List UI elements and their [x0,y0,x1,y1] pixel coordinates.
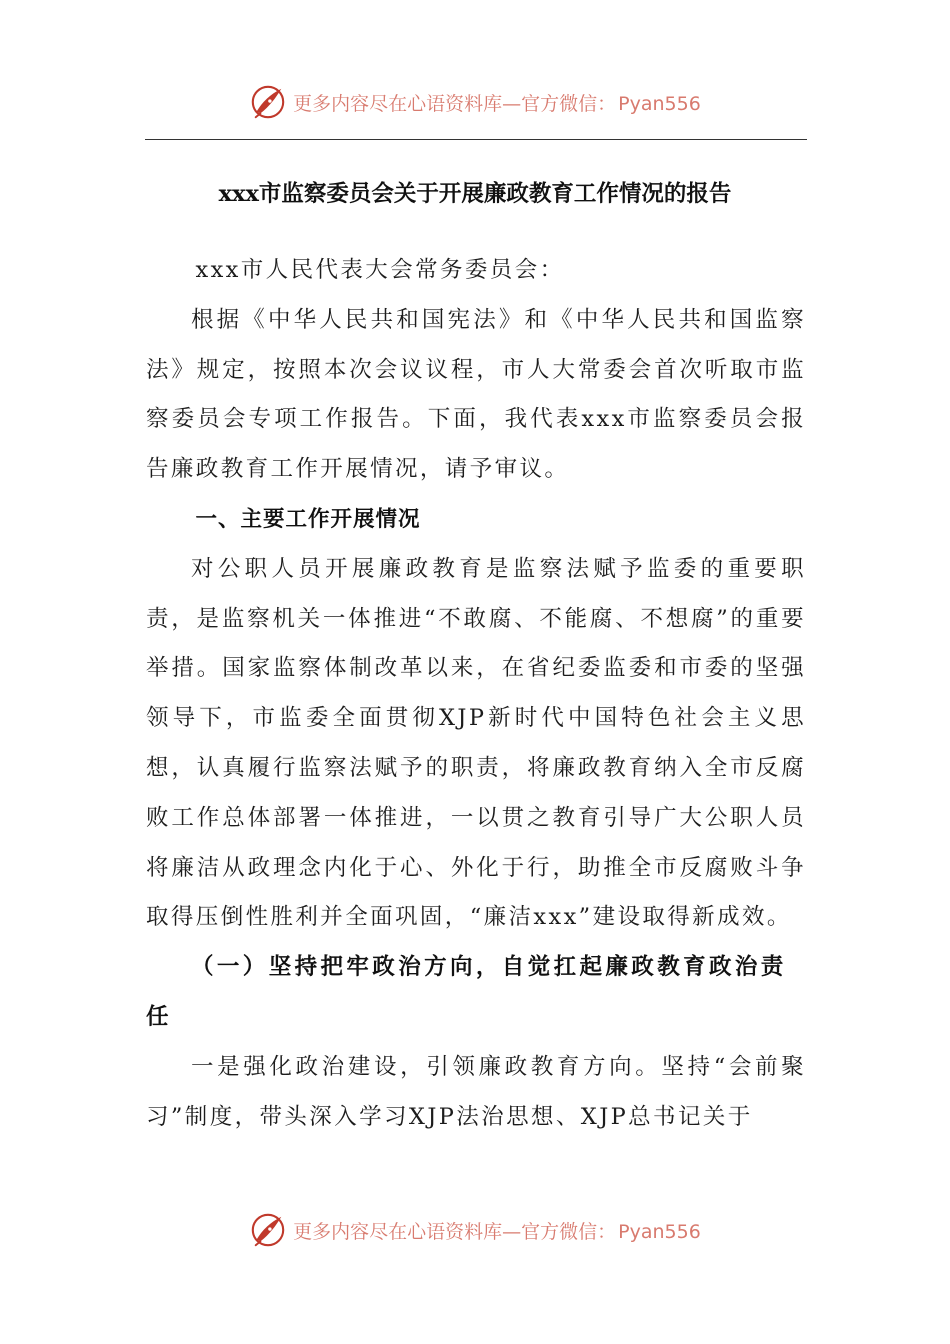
document-title: xxx市监察委员会关于开展廉政教育工作情况的报告 [218,181,732,207]
intro-paragraph: 根据《中华人民共和国宪法》和《中华人民共和国监察法》规定，按照本次会议议程，市人大常委会首次听取市监察委员会专项工作报告。下面，我代表xxx市监察委员会报告廉政教育工作开展情况，请予审议。 [146,306,806,483]
header-banner [0,80,950,124]
pen-nib-logo-icon [249,83,287,121]
subsection-heading: （一）坚持把牢政治方向，自觉扛起廉政教育政治责任 [146,954,787,1030]
footer-banner [0,1208,950,1252]
subsection-paragraph: 一是强化政治建设，引领廉政教育方向。坚持“会前聚习”制度，带头深入学习XJP法治思想、XJP总书记关于 [146,1053,806,1130]
banner-text: 更多内容尽在心语资料库—官方微信： [293,1220,617,1243]
section-heading: 一、主要工作开展情况 [195,506,421,532]
section-paragraph: 对公职人员开展廉政教育是监察法赋予监委的重要职责，是监察机关一体推进“不敢腐、不能腐、不想腐”的重要举措。国家监察体制改革以来，在省纪委监委和市委的坚强领导下，市监委全面贯彻XJP新时代中国特色社会主义思想，认真履行监察法赋予的职责，将廉政教育纳入全市反腐败工作总体部署一体推进，一以贯之教育引导广大公职人员将廉洁从政理念内化于心、外化于行，助推全市反腐败斗争取得压倒性胜利并全面巩固，“廉洁xxx”建设取得新成效。 [146,555,806,931]
salutation: xxx市人民代表大会常务委员会： [195,257,565,283]
banner-wechat-id: Pyan556 [618,1220,701,1243]
header-divider [145,139,807,140]
banner-text: 更多内容尽在心语资料库—官方微信： [293,92,617,115]
pen-nib-logo-icon [249,1211,287,1249]
banner-wechat-id: Pyan556 [618,92,701,115]
document-body [146,246,806,1142]
